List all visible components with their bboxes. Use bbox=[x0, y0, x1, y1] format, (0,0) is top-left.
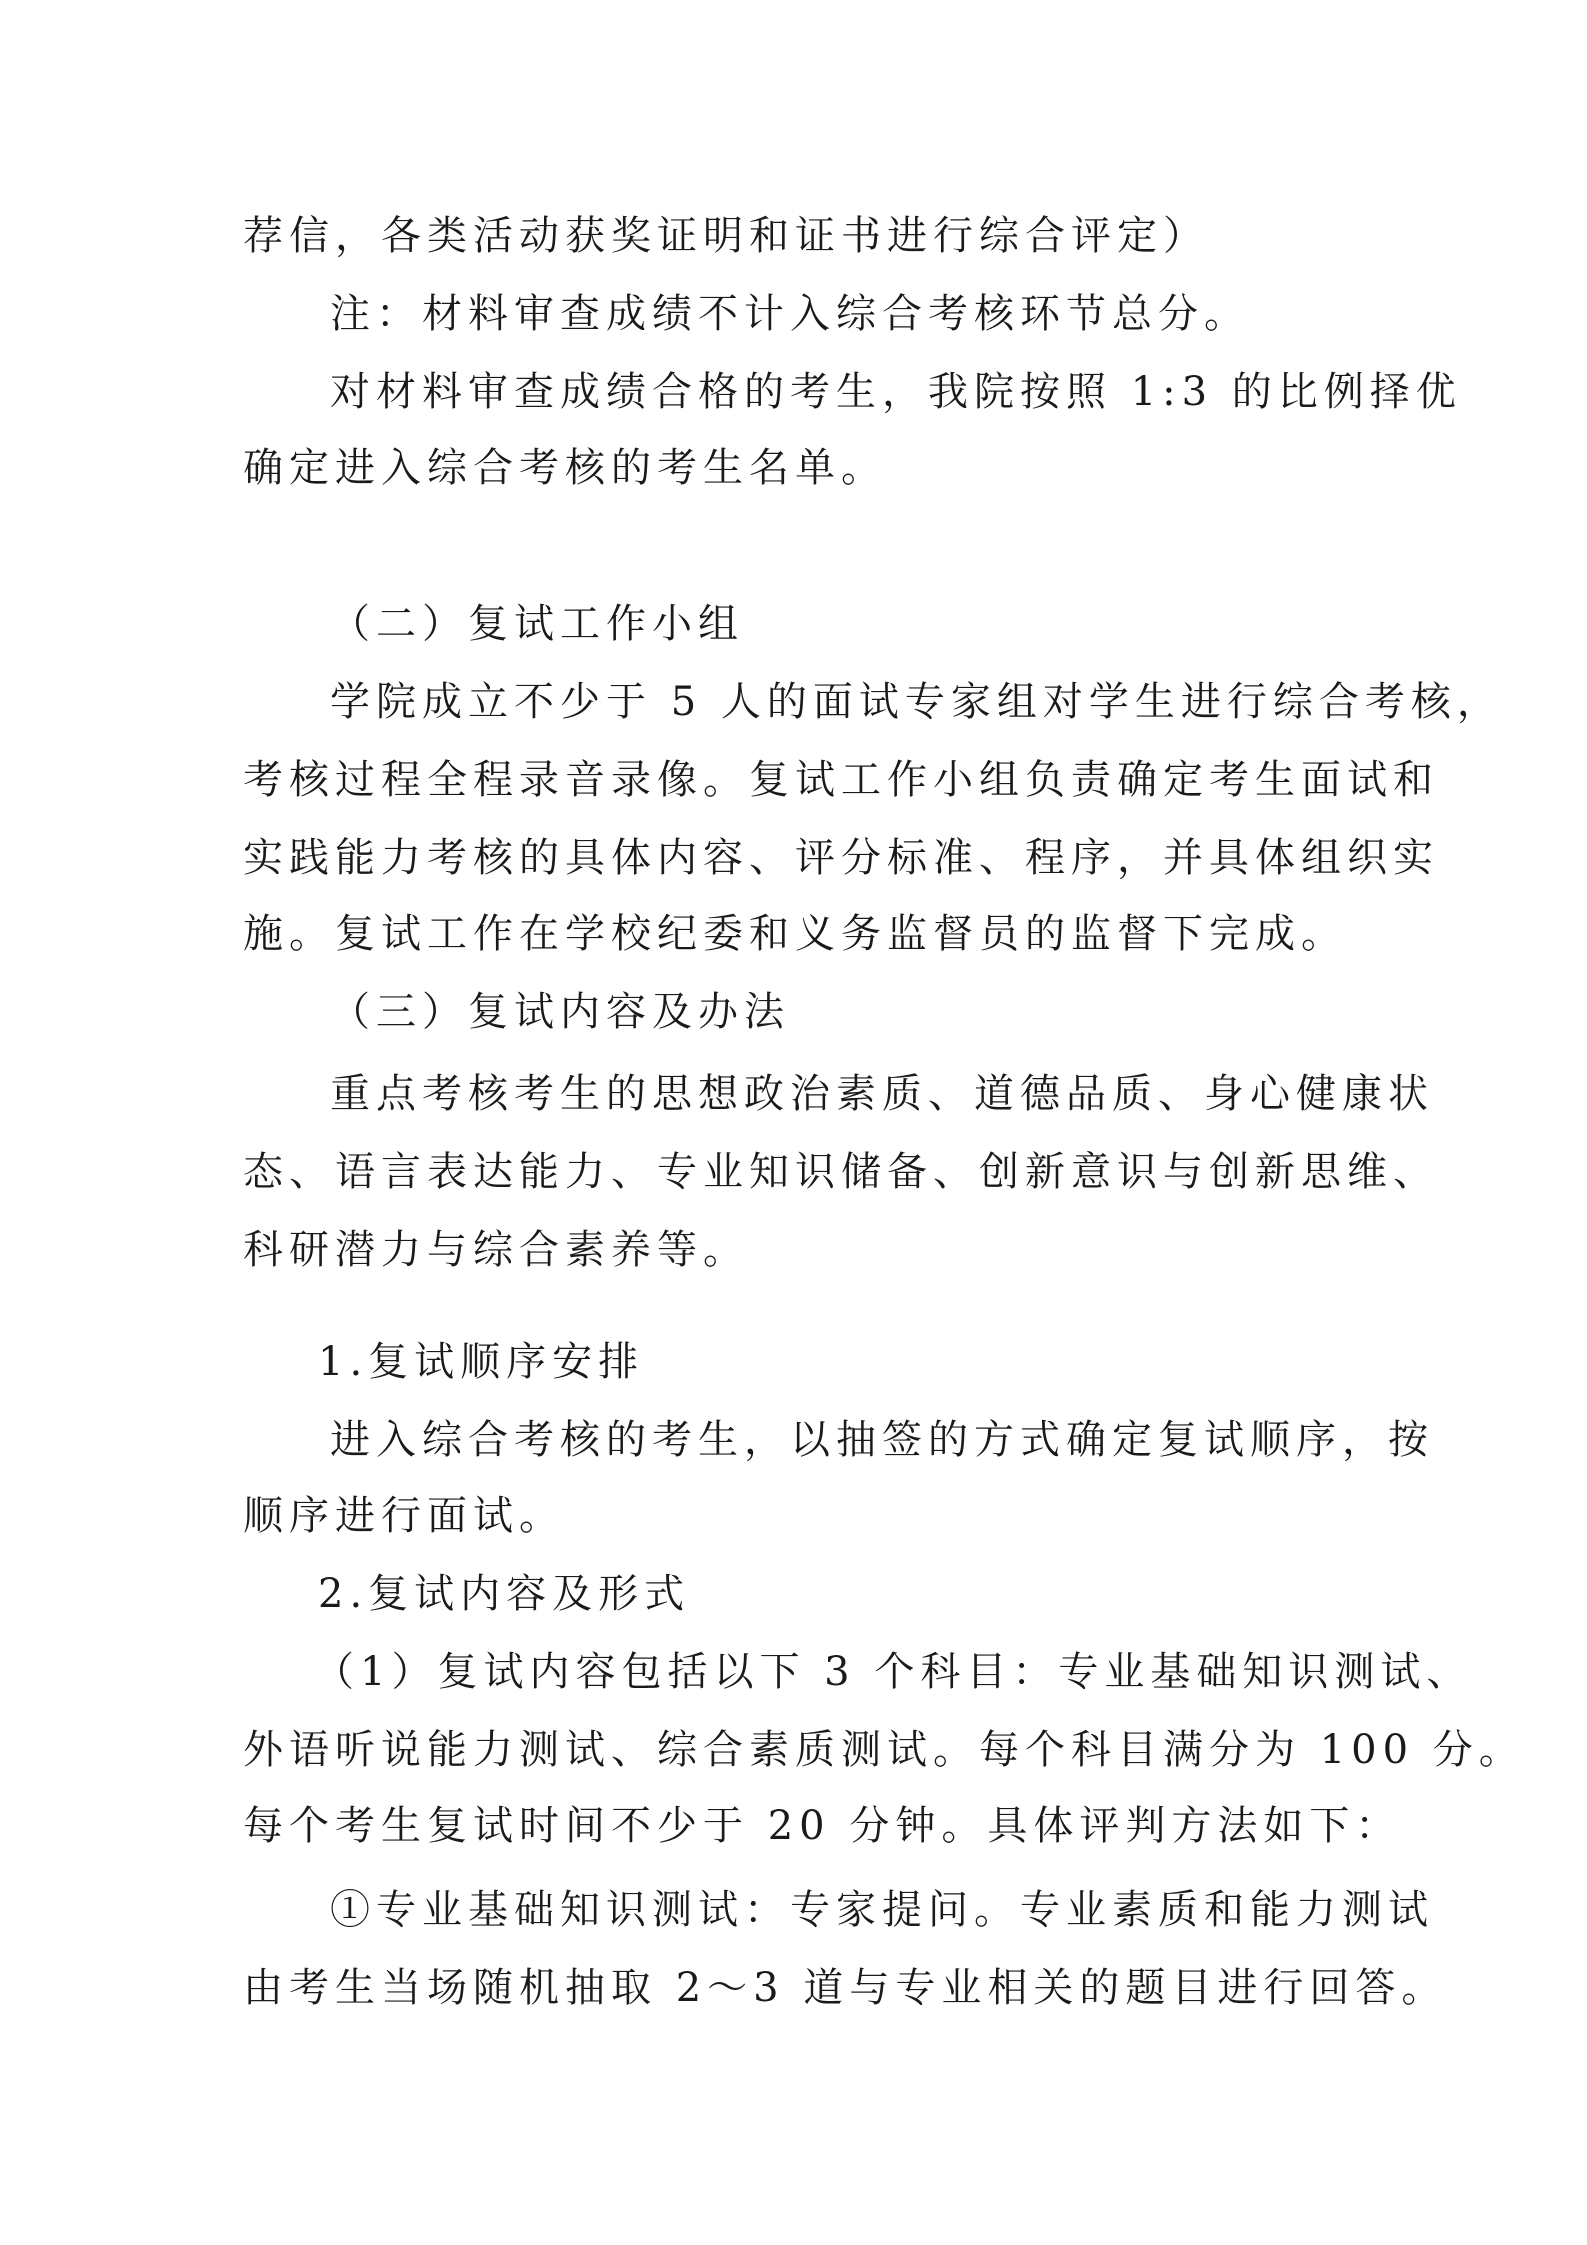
paragraph-line: 由考生当场随机抽取 2～3 道与专业相关的题目进行回答。 bbox=[243, 1965, 1448, 2011]
paragraph-line: 考核过程全程录音录像。复试工作小组负责确定考生面试和 bbox=[243, 757, 1439, 803]
paragraph-line: 顺序进行面试。 bbox=[243, 1493, 565, 1539]
paragraph-line: 进入综合考核的考生，以抽签的方式确定复试顺序，按 bbox=[330, 1417, 1434, 1463]
section-heading: （二）复试工作小组 bbox=[330, 601, 744, 647]
paragraph-line: ①专业基础知识测试：专家提问。专业素质和能力测试 bbox=[330, 1887, 1434, 1933]
paragraph-line: 态、语言表达能力、专业知识储备、创新意识与创新思维、 bbox=[243, 1149, 1439, 1195]
subsection-heading: 1.复试顺序安排 bbox=[318, 1339, 645, 1385]
paragraph-line: 对材料审查成绩合格的考生，我院按照 1:3 的比例择优 bbox=[330, 369, 1462, 415]
paragraph-line: 实践能力考核的具体内容、评分标准、程序，并具体组织实 bbox=[243, 835, 1439, 881]
paragraph-line: 科研潜力与综合素养等。 bbox=[243, 1227, 749, 1273]
paragraph-line: 外语听说能力测试、综合素质测试。每个科目满分为 100 分。 bbox=[243, 1727, 1525, 1773]
subsection-heading: 2.复试内容及形式 bbox=[318, 1571, 691, 1617]
paragraph-line: 每个考生复试时间不少于 20 分钟。具体评判方法如下： bbox=[243, 1803, 1402, 1849]
paragraph-line: 学院成立不少于 5 人的面试专家组对学生进行综合考核， bbox=[330, 679, 1503, 725]
section-heading: （三）复试内容及办法 bbox=[330, 989, 790, 1035]
paragraph-line: （1）复试内容包括以下 3 个科目：专业基础知识测试、 bbox=[314, 1649, 1473, 1695]
paragraph-line: 确定进入综合考核的考生名单。 bbox=[243, 445, 887, 491]
paragraph-line: 荐信，各类活动获奖证明和证书进行综合评定） bbox=[243, 213, 1209, 259]
paragraph-line: 重点考核考生的思想政治素质、道德品质、身心健康状 bbox=[330, 1071, 1434, 1117]
note-line: 注：材料审查成绩不计入综合考核环节总分。 bbox=[330, 291, 1250, 337]
paragraph-line: 施。复试工作在学校纪委和义务监督员的监督下完成。 bbox=[243, 911, 1347, 957]
